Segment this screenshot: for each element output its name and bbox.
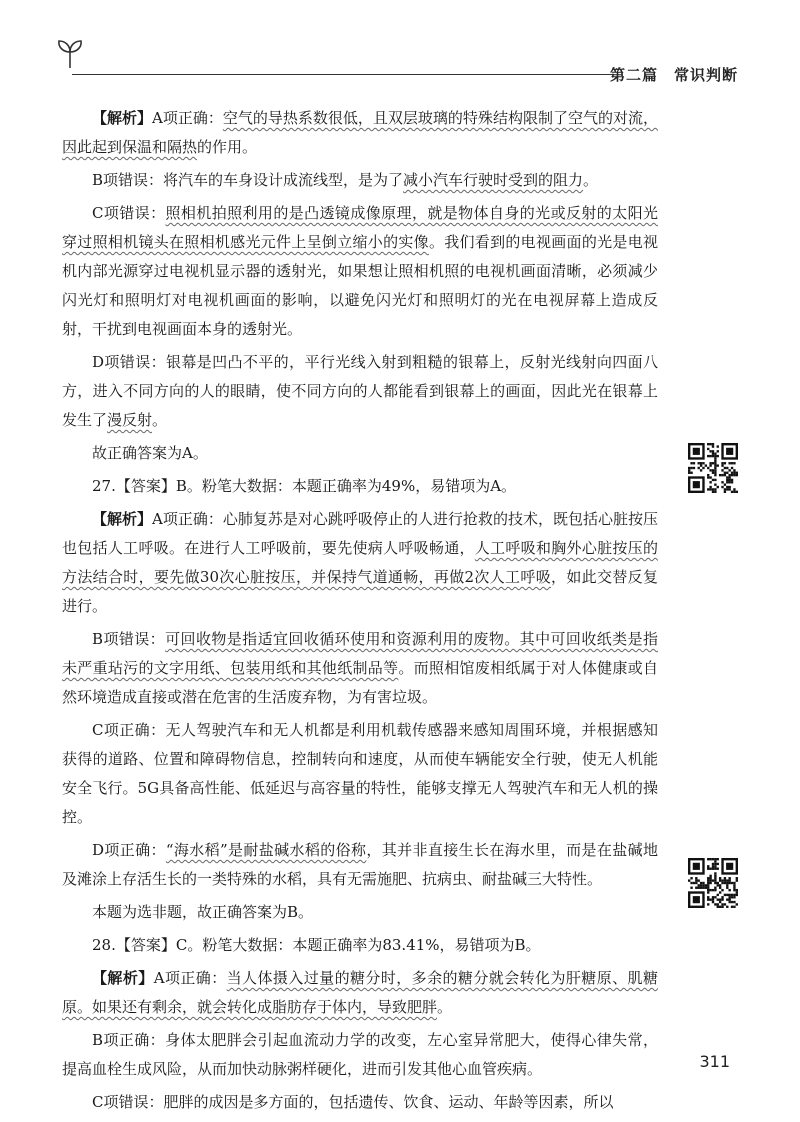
paragraph — [62, 348, 658, 435]
answer-explanations — [62, 104, 658, 1121]
paragraph — [62, 964, 658, 1022]
paragraph — [62, 166, 658, 195]
paragraph — [62, 625, 658, 712]
paragraph-text: 故正确答案为A。 — [92, 444, 208, 462]
paragraph — [62, 472, 658, 501]
emphasized-text: “海水稻”是耐盐碱水稻的俗称 — [165, 841, 367, 859]
paragraph — [62, 505, 658, 621]
paragraph-text: 。 — [583, 171, 599, 189]
analysis-label: 【解析】 — [92, 510, 153, 528]
paragraph-text: 本题为选非题，故正确答案为B。 — [92, 903, 314, 921]
paragraph — [62, 1026, 658, 1084]
section-title: 第二篇 常识判断 — [609, 66, 738, 84]
leaf-sprout-icon — [55, 38, 85, 70]
paragraph-text: B项错误： — [92, 630, 166, 648]
paragraph-text: A项正确：心肺复苏是对心跳呼吸停止的人进行抢救的技术，既包括心脏按压也包括人工呼吸。在进行人工呼吸前，要先使病人呼吸畅通， — [62, 510, 658, 557]
emphasized-text: 空气的导热系数很低，且双层玻璃的特殊结构限制了空气的对流，因此起到保温和隔热 — [62, 109, 658, 156]
paragraph — [62, 104, 658, 162]
paragraph-text: 。而照相馆废相纸属于对人体健康或自然环境造成直接或潜在危害的生活废弃物，为有害垃圾。 — [62, 659, 658, 706]
paragraph-text: B项错误：将汽车的车身设计成流线型，是为了 — [92, 171, 404, 189]
paragraph-text: A项正确： — [153, 969, 227, 987]
paragraph-text: D项正确： — [92, 841, 166, 859]
emphasized-text: 可回收物是指适宜回收循环使用和资源利用的废物。其中可回收纸类是指未严重玷污的文字用纸、包装用纸和其他纸制品等 — [62, 630, 658, 677]
analysis-label: 【解析】 — [92, 109, 153, 127]
qr-code-icon — [688, 443, 738, 493]
paragraph-text: C项正确：无人驾驶汽车和无人机都是利用机载传感器来感知周围环境，并根据感知获得的道路、位置和障碍物信息，控制转向和速度，从而使车辆能安全行驶，使无人机能安全飞行。5G具备高性能、低延迟与高容量的特性，能够支撑无人驾驶汽车和无人机的操控。 — [62, 721, 658, 826]
header-rule — [72, 74, 614, 75]
page-header — [0, 0, 800, 90]
paragraph-text: 。 — [152, 411, 168, 429]
paragraph-text: 。 — [437, 998, 453, 1016]
emphasized-text: 人工呼吸和胸外心脏按压的方法结合时，要先做30次心脏按压，并保持气道通畅，再做2次人工呼吸 — [62, 539, 658, 586]
paragraph-text: 28.【答案】C。粉笔大数据：本题正确率为83.41%，易错项为B。 — [92, 936, 541, 954]
paragraph — [62, 898, 658, 927]
paragraph — [62, 199, 658, 344]
paragraph-text: A项正确： — [152, 109, 223, 127]
emphasized-text: 漫反射 — [107, 411, 153, 429]
paragraph — [62, 1088, 658, 1117]
paragraph-text: B项正确：身体太肥胖会引起血流动力学的改变，左心室异常肥大，使得心律失常，提高血栓生成风险，从而加快动脉粥样硬化，进而引发其他心血管疾病。 — [62, 1031, 658, 1078]
paragraph-text: D项错误：银幕是凹凸不平的，平行光线入射到粗糙的银幕上，反射光线射向四面八方，进入不同方向的人的眼睛，使不同方向的人都能看到银幕上的画面，因此光在银幕上发生了 — [62, 353, 658, 429]
paragraph-text: C项错误：肥胖的成因是多方面的，包括遗传、饮食、运动、年龄等因素，所以 — [92, 1093, 614, 1111]
emphasized-text: 减小汽车行驶时受到的阻力 — [403, 171, 584, 189]
qr-code-icon — [688, 858, 738, 908]
page-number: 311 — [699, 1052, 730, 1071]
analysis-label: 【解析】 — [92, 969, 154, 987]
paragraph — [62, 439, 658, 468]
paragraph-text: ，如此交替反复进行。 — [62, 568, 658, 615]
paragraph-text: C项错误： — [92, 204, 166, 222]
paragraph — [62, 836, 658, 894]
emphasized-text: 当人体摄入过量的糖分时，多余的糖分就会转化为肝糖原、肌糖原。如果还有剩余，就会转化成脂肪存于体内，导致肥胖 — [62, 969, 658, 1016]
emphasized-text: 照相机拍照利用的是凸透镜成像原理，就是物体自身的光或反射的太阳光穿过照相机镜头在照相机感光元件上呈倒立缩小的实像 — [62, 204, 658, 251]
paragraph-text: 。我们看到的电视画面的光是电视机内部光源穿过电视机显示器的透射光，如果想让照相机照的电视机画面清晰，必须减少闪光灯和照明灯对电视机画面的影响，以避免闪光灯和照明灯的光在电视屏幕上造成反射，干扰到电视画面本身的透射光。 — [62, 233, 658, 338]
paragraph — [62, 716, 658, 832]
paragraph-text: 27.【答案】B。粉笔大数据：本题正确率为49%，易错项为A。 — [92, 477, 517, 495]
paragraph-text: 的作用。 — [197, 138, 258, 156]
paragraph-text: ，其并非直接生长在海水里，而是在盐碱地及滩涂上存活生长的一类特殊的水稻，具有无需施肥、抗病虫、耐盐碱三大特性。 — [62, 841, 658, 888]
paragraph — [62, 931, 658, 960]
